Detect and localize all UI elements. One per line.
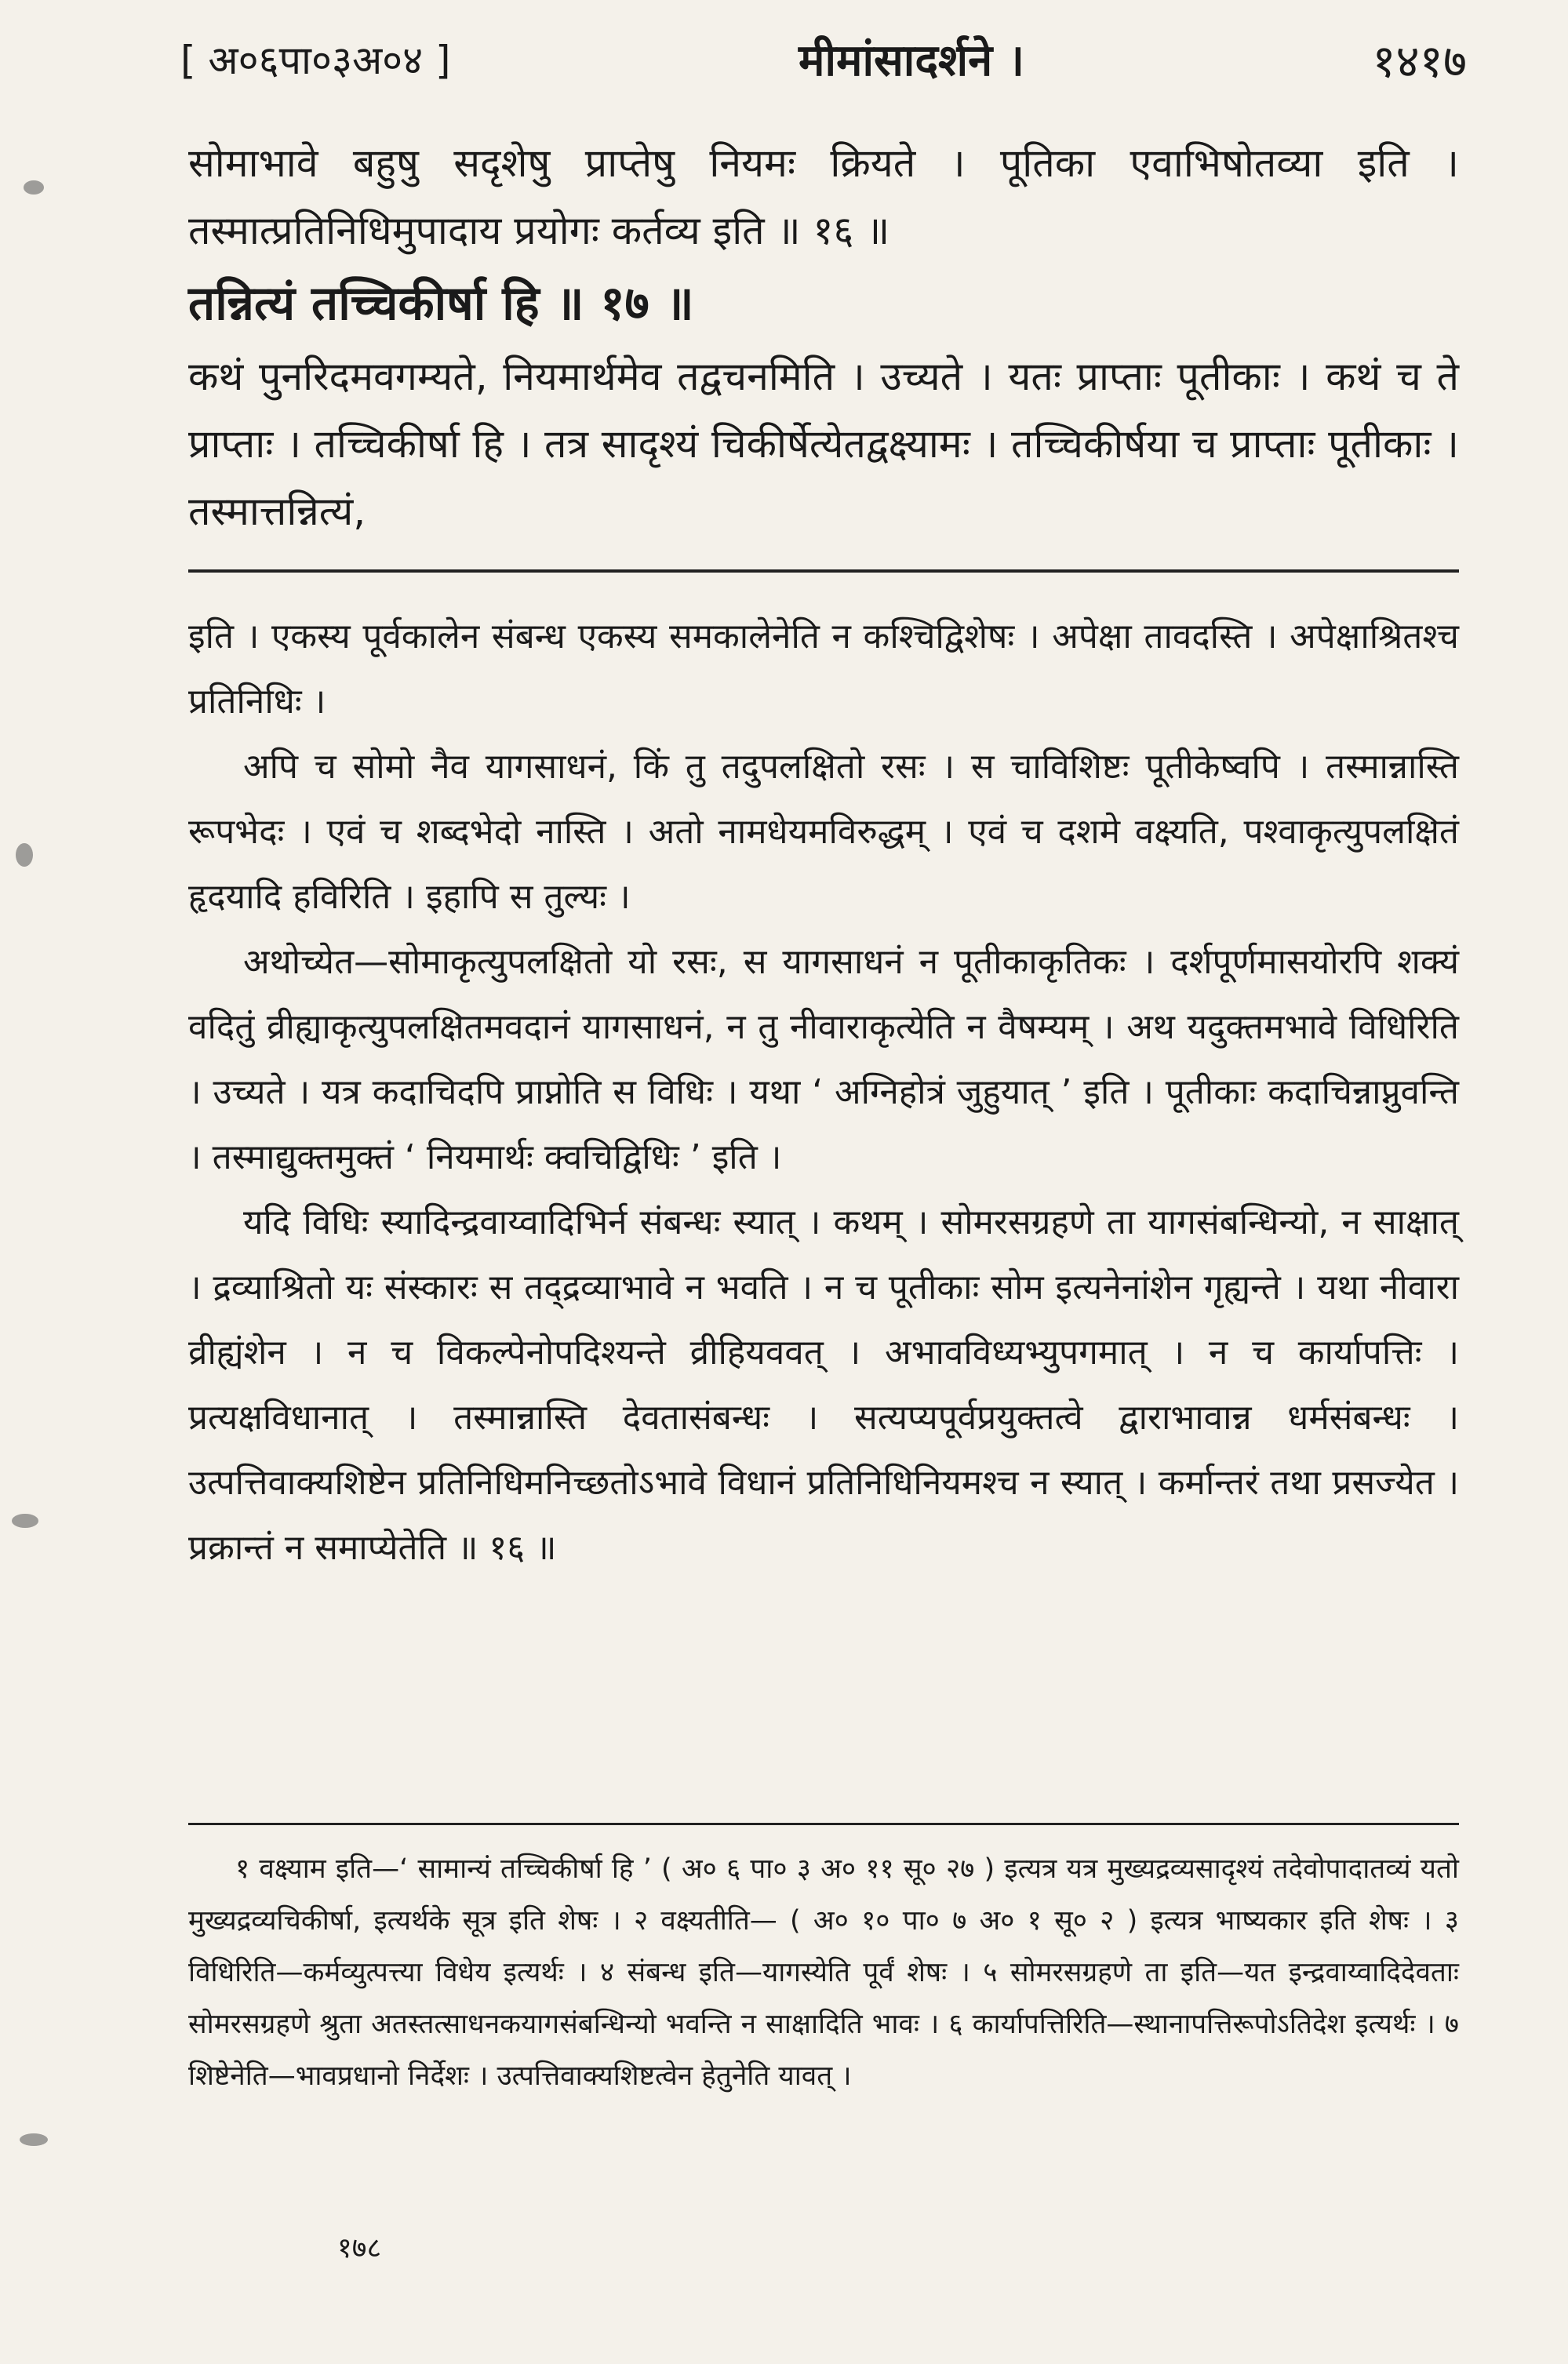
scan-speck — [16, 843, 33, 867]
commentary-paragraph: अपि च सोमो नैव यागसाधनं, किं तु तदुपलक्षितो रसः । स चाविशिष्टः पूतीकेष्वपि । तस्मान्नास्ति रूपभेदः । एवं च शब्दभेदो नास्ति । अतो नामधेयमविरुद्धम् । एवं च दशमे वक्ष्यति, पश्वाकृत्युपलक्षितं हृदयादि हविरिति । इहापि स तुल्यः । — [188, 747, 1459, 917]
main-paragraph: कथं पुनरिदमवगम्यते, नियमार्थमेव तद्वचनमिति । उच्यते । यतः प्राप्ताः पूतीकाः । कथं च ते प्राप्ताः । तच्चिकीर्षा हि । तत्र सादृश्यं चिकीर्षेत्येतद्वक्ष्यामः । तच्चिकीर्षया च प्राप्ताः पूतीकाः । तस्मात्तन्नित्यं, — [188, 354, 1459, 534]
main-paragraph: सोमाभावे बहुषु सदृशेषु प्राप्तेषु नियमः क्रियते । पूतिका एवाभिषोतव्या इति । तस्मात्प्रतिनिधिमुपादाय प्रयोगः कर्तव्य इति ॥ १६ ॥ — [188, 140, 1459, 253]
scan-speck — [20, 2133, 48, 2146]
divider-rule — [188, 569, 1459, 573]
page-number: १४१७ — [1372, 34, 1467, 88]
commentary-paragraph: अथोच्येत—सोमाकृत्युपलक्षितो यो रसः, स यागसाधनं न पूतीकाकृतिकः । दर्शपूर्णमासयोरपि शक्यं वदितुं व्रीह्याकृत्युपलक्षितमवदानं यागसाधनं, न तु नीवाराकृत्येति न वैषम्यम् । अथ यदुक्तमभावे विधिरिति । उच्यते । यत्र कदाचिदपि प्राप्नोति स विधिः । यथा ‘ अग्निहोत्रं जुहुयात् ’ इति । पूतीकाः कदाचिन्नाप्नुवन्ति । तस्माद्युक्तमुक्तं ‘ नियमार्थः क्वचिद्विधिः ’ इति । — [188, 942, 1459, 1177]
commentary-paragraph: इति । एकस्य पूर्वकालेन संबन्ध एकस्य समकालेनेति न कश्चिद्विशेषः । अपेक्षा तावदस्ति । अपेक्षाश्रितश्च प्रतिनिधिः । — [188, 616, 1459, 722]
scan-speck — [12, 1514, 38, 1528]
commentary-paragraph: यदि विधिः स्यादिन्द्रवाय्वादिभिर्न संबन्धः स्यात् । कथम् । सोमरसग्रहणे ता यागसंबन्धिन्यो, न साक्षात् । द्रव्याश्रितो यः संस्कारः स तद्द्रव्याभावे न भवति । न च पूतीकाः सोम इत्यनेनांशेन गृह्यन्ते । यथा नीवारा व्रीह्यंशेन । न च विकल्पेनोपदिश्यन्ते व्रीहियववत् । अभावविध्यभ्युपगमात् । न च कार्यापत्तिः । प्रत्यक्षविधानात् । तस्मान्नास्ति देवतासंबन्धः । सत्यप्यपूर्वप्रयुक्तत्वे द्वाराभावान्न धर्मसंबन्धः । उत्पत्तिवाक्यशिष्टेन प्रतिनिधिमनिच्छतोऽभावे विधानं प्रतिनिधिनियमश्च न स्यात् । कर्मान्तरं तथा प्रसज्येत । प्रक्रान्तं न समाप्येतेति ॥ १६ ॥ — [188, 1202, 1459, 1568]
scan-speck — [24, 180, 44, 195]
printer-signature-mark: १७८ — [337, 2232, 382, 2264]
footnotes-block — [188, 1843, 1459, 2102]
running-title: मीमांसादर्शने । — [798, 35, 1024, 86]
running-header — [180, 16, 1467, 102]
section-reference: [ अ०६पा०३अ०४ ] — [180, 38, 451, 83]
commentary-block — [188, 604, 1459, 1580]
main-text-block — [188, 129, 1459, 545]
sutra-line: तन्नित्यं तच्चिकीर्षा हि ॥ १७ ॥ — [188, 276, 694, 331]
footnote-text: १ वक्ष्याम इति—‘ सामान्यं तच्चिकीर्षा हि ’ ( अ० ६ पा० ३ अ० ११ सू० २७ ) इत्यत्र यत्र मुख्यद्रव्यसादृश्यं तदेवोपादातव्यं यतो मुख्यद्रव्यचिकीर्षा, इत्यर्थके सूत्र इति शेषः । २ वक्ष्यतीति— ( अ० १० पा० ७ अ० १ सू० २ ) इत्यत्र भाष्यकार इति शेषः । ३ विधिरिति—कर्मव्युत्पत्त्या विधेय इत्यर्थः । ४ संबन्ध इति—यागस्येति पूर्वं शेषः । ५ सोमरसग्रहणे ता इति—यत इन्द्रवाय्वादिदेवताः सोमरसग्रहणे श्रुता अतस्तत्साधनकयागसंबन्धिन्यो भवन्ति न साक्षादिति भावः । ६ कार्यापत्तिरिति—स्थानापत्तिरूपोऽतिदेश इत्यर्थः । ७ शिष्टेनेति—भावप्रधानो निर्देशः । उत्पत्तिवाक्यशिष्टत्वेन हेतुनेति यावत् । — [188, 1853, 1459, 2092]
footnote-rule — [188, 1823, 1459, 1825]
